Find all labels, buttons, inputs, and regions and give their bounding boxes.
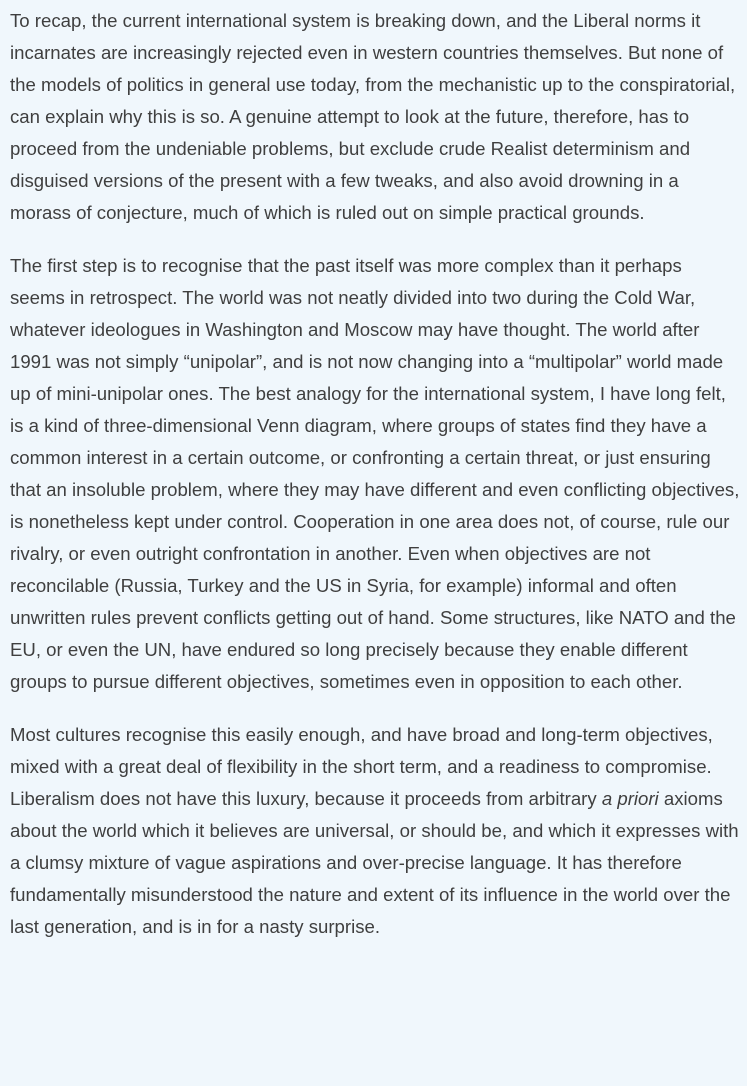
paragraph-first-step: The first step is to recognise that the past itself was more complex than it perhaps seems in retrospect. The world was not neatly divided into two during the Cold War, whatever ideologues in Washington and Moscow may have thought. The world after 1991 was not simply “unipolar”, and is not now changing into a “multipolar” world made up of mini-unipolar ones. The best analogy for the international system, I have long felt, is a kind of three-dimensional Venn diagram, where groups of states find they have a common interest in a certain outcome, or confronting a certain threat, or just ensuring that an insoluble problem, where they may have different and even conflicting objectives, is nonetheless kept under control. Cooperation in one area does not, of course, rule our rivalry, or even outright confrontation in another. Even when objectives are not reconcilable (Russia, Turkey and the US in Syria, for example) informal and often unwritten rules prevent conflicts getting out of hand. Some structures, like NATO and the EU, or even the UN, have endured so long precisely because they enable different groups to pursue different objectives, sometimes even in opposition to each other. <box>10 255 740 692</box>
paragraph-recap: To recap, the current international system is breaking down, and the Liberal norms it incarnates are increasingly rejected even in western countries themselves. But none of the models of politics in general use today, from the mechanistic up to the conspiratorial, can explain why this is so. A genuine attempt to look at the future, therefore, has to proceed from the undeniable problems, but exclude crude Realist determinism and disguised versions of the present with a few tweaks, and also avoid drowning in a morass of conjecture, much of which is ruled out on simple practical grounds. <box>10 10 736 223</box>
paragraph-cultures-text-end: axioms about the world which it believes are universal, or should be, and which it expresses with a clumsy mixture of vague aspirations and over-precise language. It has therefore fundamentally misunderstood the nature and extent of its influence in the world over the last generation, and is in for a nasty surprise. <box>10 788 739 937</box>
paragraph-cultures <box>10 719 741 943</box>
article-body <box>10 5 741 964</box>
paragraph-cultures-text-start: Most cultures recognise this easily enough, and have broad and long-term objectives, mixed with a great deal of flexibility in the short term, and a readiness to compromise. Liberalism does not have this luxury, because it proceeds from arbitrary <box>10 724 713 809</box>
a-priori-emphasis: a priori <box>601 788 659 809</box>
